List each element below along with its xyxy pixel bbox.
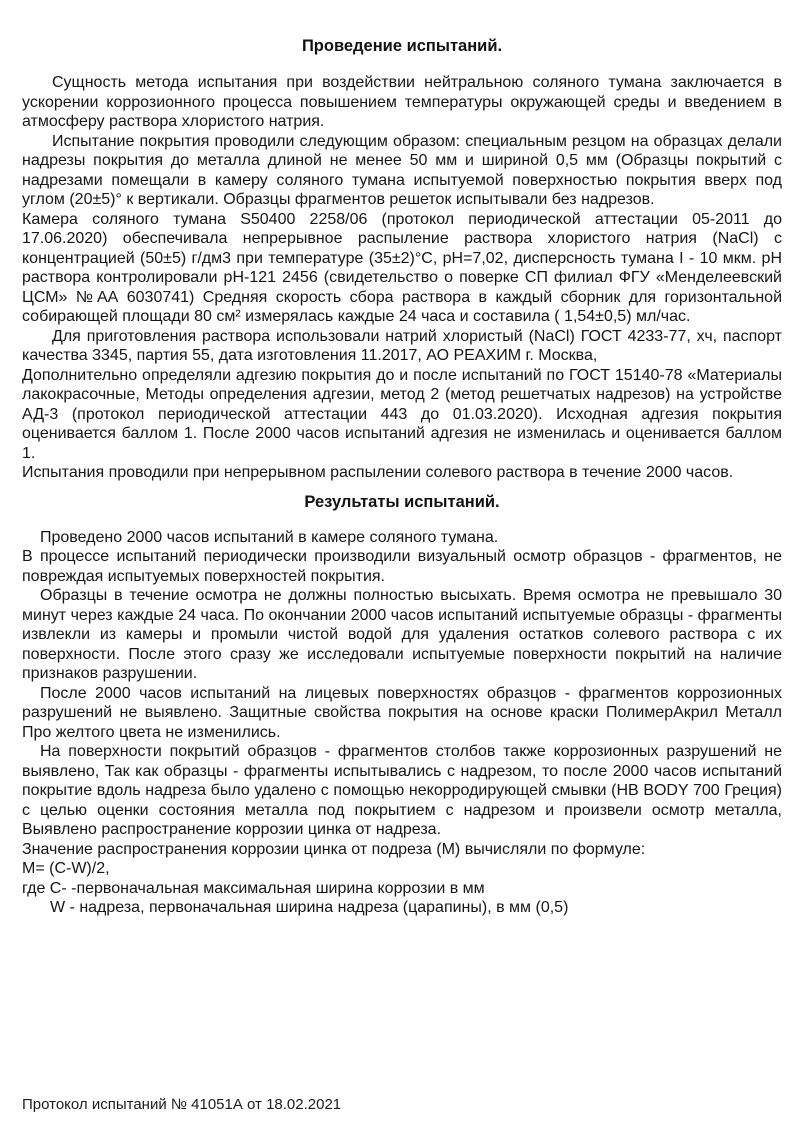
paragraph: Испытание покрытия проводили следующим образом: специальным резцом на образцах делали надрезы покрытия до металла длиной не менее 50 мм и шириной 0,5 мм (Образцы покрытий с надрезами помещали в камеру соляного тумана испытуемой поверхностью покрытия вверх под углом (20±5)° к вертикали. Образцы фрагментов решеток испытывали без надрезов. — [22, 132, 782, 208]
section-heading-conduct: Проведение испытаний. — [301, 37, 503, 55]
paragraph: Испытания проводили при непрерывном распылении солевого раствора в течение 2000 часов. — [22, 464, 734, 481]
formula-legend-w: W - надреза, первоначальная ширина надреза (царапины), в мм (0,5) — [50, 899, 569, 916]
paragraph: После 2000 часов испытаний на лицевых поверхностях образцов - фрагментов коррозионных разрушений не выявлено. Защитные свойства покрытия на основе краски ПолимерАкрил Металл Про желтого цвета не изменились. — [22, 684, 782, 741]
formula: М= (C-W)/2, — [22, 860, 110, 877]
paragraph: Образцы в течение осмотра не должны полностью высыхать. Время осмотра не превышало 30 минут через каждые 24 часа. По окончании 2000 часов испытаний испытуемые образцы - фрагменты извлекли из камеры и промыли чистой водой для удаления остатков солевого раствора с их поверхности. После этого сразу же исследовали испытуемые поверхности покрытий на наличие признаков разрушении. — [22, 587, 782, 682]
paragraph: Камера соляного тумана S50400 2258/06 (протокол периодической аттестации 05-2011 до 17.06.2020) обеспечивала непрерывное распыление раствора хлористого натрия (NaCl) с концентрацией (50±5) г/дм3 при температуре (35±2)°С, рН=7,02, дисперсность тумана I - 10 мкм. рН раствора контролировали рН-121 2456 (свидетельство о поверке СП филиал ФГУ «Менделеевский ЦСМ» №АА 6030741) Средняя скорость сбора раствора в каждый сборник для горизонтальной собирающей площади 80 см² измерялась каждые 24 часа и составила ( 1,54±0,5) мл/час. — [22, 210, 782, 325]
paragraph: В процессе испытаний периодически производили визуальный осмотр образцов - фрагментов, не повреждая испытуемых поверхностей покрытия. — [22, 548, 782, 585]
paragraph: Проведено 2000 часов испытаний в камере соляного тумана. — [40, 528, 499, 546]
paragraph: Сущность метода испытания при воздействии нейтральною соляного тумана заключается в ускорении коррозионного процесса повышением температуры окружающей среды и введением в атмосферу раствора хлористого натрия. — [22, 74, 782, 130]
paragraph: Для приготовления раствора использовали натрий хлористый (NaCl) ГОСТ 4233-77, хч, паспорт качества 3345, партия 55, дата изготовления 11.2017, АО РЕАХИМ г. Москва, — [22, 327, 782, 364]
paragraph: Дополнительно определяли адгезию покрытия до и после испытаний по ГОСТ 15140-78 «Материалы лакокрасочные, Методы определения адгезии, метод 2 (метод решетчатых надрезов) на устройстве АД-3 (протокол периодической аттестации 443 до 01.03.2020). Исходная адгезия покрытия оценивается баллом 1. После 2000 часов испытаний адгезия не изменилась и оценивается баллом 1. — [22, 366, 782, 462]
section-heading-results: Результаты испытаний. — [304, 492, 500, 511]
formula-legend-c: где С- -первоначальная максимальная ширина коррозии в мм — [22, 879, 485, 897]
footer-protocol-number: Протокол испытаний № 41051А от 18.02.2021 — [22, 1096, 342, 1113]
paragraph: Значение распространения коррозии цинка от подреза (М) вычисляли по формуле: — [22, 840, 646, 858]
paragraph: На поверхности покрытий образцов - фрагментов столбов также коррозионных разрушений не выявлено, Так как образцы - фрагменты испытывались с надрезом, то после 2000 часов испытаний покрытие вдоль надреза было удалено с помощью некорродирующей смывки (НВ BODY 700 Греция) с целью оценки состояния металла под покрытием с надрезом и произвели осмотр металла, Выявлено распространение коррозии цинка от надреза. — [22, 743, 782, 838]
